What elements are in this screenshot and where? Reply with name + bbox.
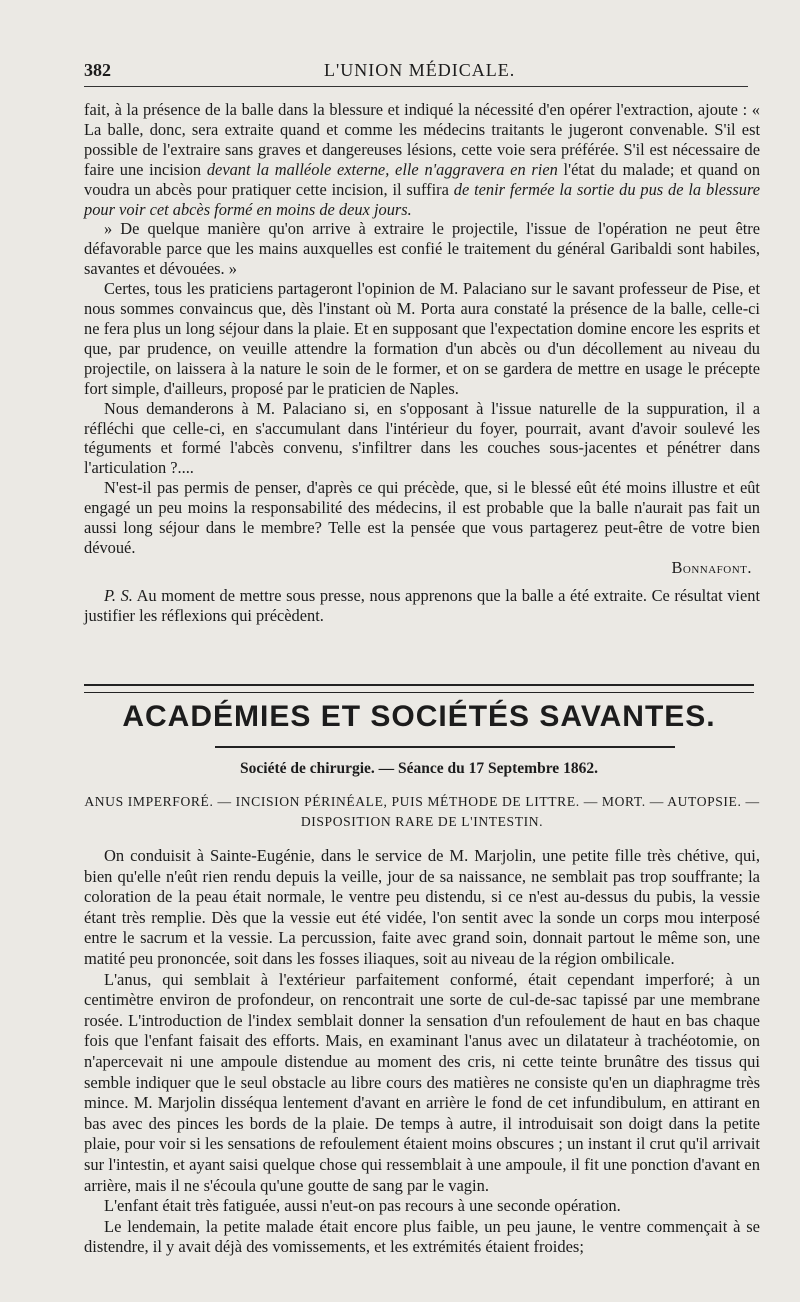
case-title: ANUS IMPERFORÉ. — INCISION PÉRINÉALE, PUIS MÉTHODE DE LITTRE. — MORT. — AUTOPSIE. — DISPOSITION RARE DE L'INTESTIN. (84, 794, 760, 829)
page-number: 382 (84, 60, 111, 80)
case-body (84, 846, 760, 1258)
letter-paragraph-5: N'est-il pas permis de penser, d'après ce qui précède, que, si le blessé eût été moins illustre et eût engagé un peu moins la responsabilité des médecins, il est probable que la balle n'aurait pas fait un aussi long séjour dans le membre? Telle est la pensée que vous partagerez peut-être de votre bien dévoué. (84, 478, 760, 557)
letter-paragraph-4: Nous demanderons à M. Palaciano si, en s'opposant à l'issue naturelle de la suppuration, il a réfléchi que celle-ci, en s'accumulant dans l'intérieur du foyer, pourrait, avant d'avoir soulevé les téguments et formé l'abcès convenu, s'infiltrer dans les couches sous-jacentes et pénétrer dans l'articulation ?.... (84, 398, 760, 478)
letter-body (84, 100, 760, 626)
para1-mid: l'état du malade; et quand on voudra un abcès pour pratiquer cette incision, il suffira (84, 159, 761, 199)
para1-italic: devant la malléole externe, elle n'aggravera en rien (206, 159, 558, 179)
case-paragraph-1: On conduisit à Sainte-Eugénie, dans le service de M. Marjolin, une petite fille très chétive, qui, bien qu'elle n'eût rien rendu depuis la veille, jour de sa naissance, ne semblait pas trop souffrante; la coloration de la peau était normale, le ventre peu distendu, si ce n'est au-dessus du pubis, la vessie étant très remplie. Dès que la vessie eut été vidée, l'on sentit avec la sonde un corps mou interposé entre le sacrum et la vessie. La percussion, faite avec grand soin, donnait partout le même son, une matité peu prononcée, soit dans les fosses iliaques, soit au niveau de la région ombilicale. (84, 846, 760, 968)
para1-text: fait, à la présence de la balle dans la blessure et indiqué la nécessité d'en opérer l'extraction, ajoute : « La balle, donc, sera extraite quand et comme les médecins traitants le jugeront convenable. S'il est possible de l'extraire sans graves et dangereuses lésions, cette voie sera préférée. S'il est nécessaire de faire une incision (84, 100, 760, 179)
society-heading: Société de chirurgie. — Séance du 17 Septembre 1862. (240, 760, 598, 777)
ps-text: Au moment de mettre sous presse, nous apprenons que la balle a été extraite. Ce résultat vient justifier les réflexions qui précèdent. (84, 585, 760, 625)
letter-paragraph-1 (84, 100, 760, 219)
case-paragraph-2: L'anus, qui semblait à l'extérieur parfaitement conformé, était cependant imperforé; à un centimètre environ de profondeur, on rencontrait une sorte de cul-de-sac tapissé par une membrane rosée. L'introduction de l'index semblait donner la sensation d'un refoulement de haut en bas chaque fois que l'enfant faisait des efforts. Mais, en examinant l'anus avec un dilatateur à trachéotomie, on n'apercevait ni une ampoule distendue au moment des cris, ni cette teinte brunâtre des tissus qui semble indiquer que le seul obstacle au libre cours des matières ne consiste qu'en un diaphragme très mince. M. Marjolin disséqua lentement d'avant en arrière le fond de cet infundibulum, en attirant en bas avec des pinces les bords de la plaie. De temps à autre, il introduisait son doigt dans la petite plaie, pour voir si les sensations de refoulement étaient moins obscures ; un instant il crut qu'il arrivait sur l'intestin, et ayant saisi quelque chose qui ressemblait à une ampoule, il fit une ponction d'avant en arrière, mais il ne s'écoula qu'une goutte de sang par le vagin. (84, 969, 760, 1195)
signature: Bonnafont. (671, 557, 752, 577)
para1-italic-2: de tenir fermée la sortie du pus de la blessure pour voir cet abcès formé en moins de deux jours. (84, 179, 760, 219)
case-paragraph-3: L'enfant était très fatiguée, aussi n'eut-on pas recours à une seconde opération. (104, 1196, 621, 1216)
letter-paragraph-2: » De quelque manière qu'on arrive à extraire le projectile, l'issue de l'opération ne peut être défavorable parce que les mains auxquelles est confié le traitement du général Garibaldi sont habiles, savantes et dévouées. » (84, 219, 760, 279)
section-divider (84, 684, 754, 693)
header-rule (84, 86, 748, 87)
journal-title: L'UNION MÉDICALE. (324, 60, 516, 80)
section-title: ACADÉMIES ET SOCIÉTÉS SAVANTES. (122, 700, 716, 733)
postscript (84, 586, 760, 626)
title-underline (215, 746, 675, 748)
running-head (84, 52, 744, 82)
letter-paragraph-3: Certes, tous les praticiens partageront l'opinion de M. Palaciano sur le savant professeur de Pise, et nous sommes convaincus que, dès l'instant où M. Porta aura constaté la présence de la balle, celle-ci ne fera plus un long séjour dans la plaie. Et en supposant que l'expectation domine encore les esprits et que, par prudence, on veuille attendre la formation d'un abcès ou d'un décollement au niveau du projectile, on laissera à la nature le soin de le former, et on se gardera de mettre en usage le précepte fort simple, d'ailleurs, proposé par le praticien de Naples. (84, 279, 760, 398)
ps-label: P. S. (104, 585, 133, 605)
case-paragraph-4: Le lendemain, la petite malade était encore plus faible, un peu jaune, le ventre commençait à se distendre, il y avait déjà des vomissements, et les extrémités étaient froides; (84, 1216, 760, 1257)
